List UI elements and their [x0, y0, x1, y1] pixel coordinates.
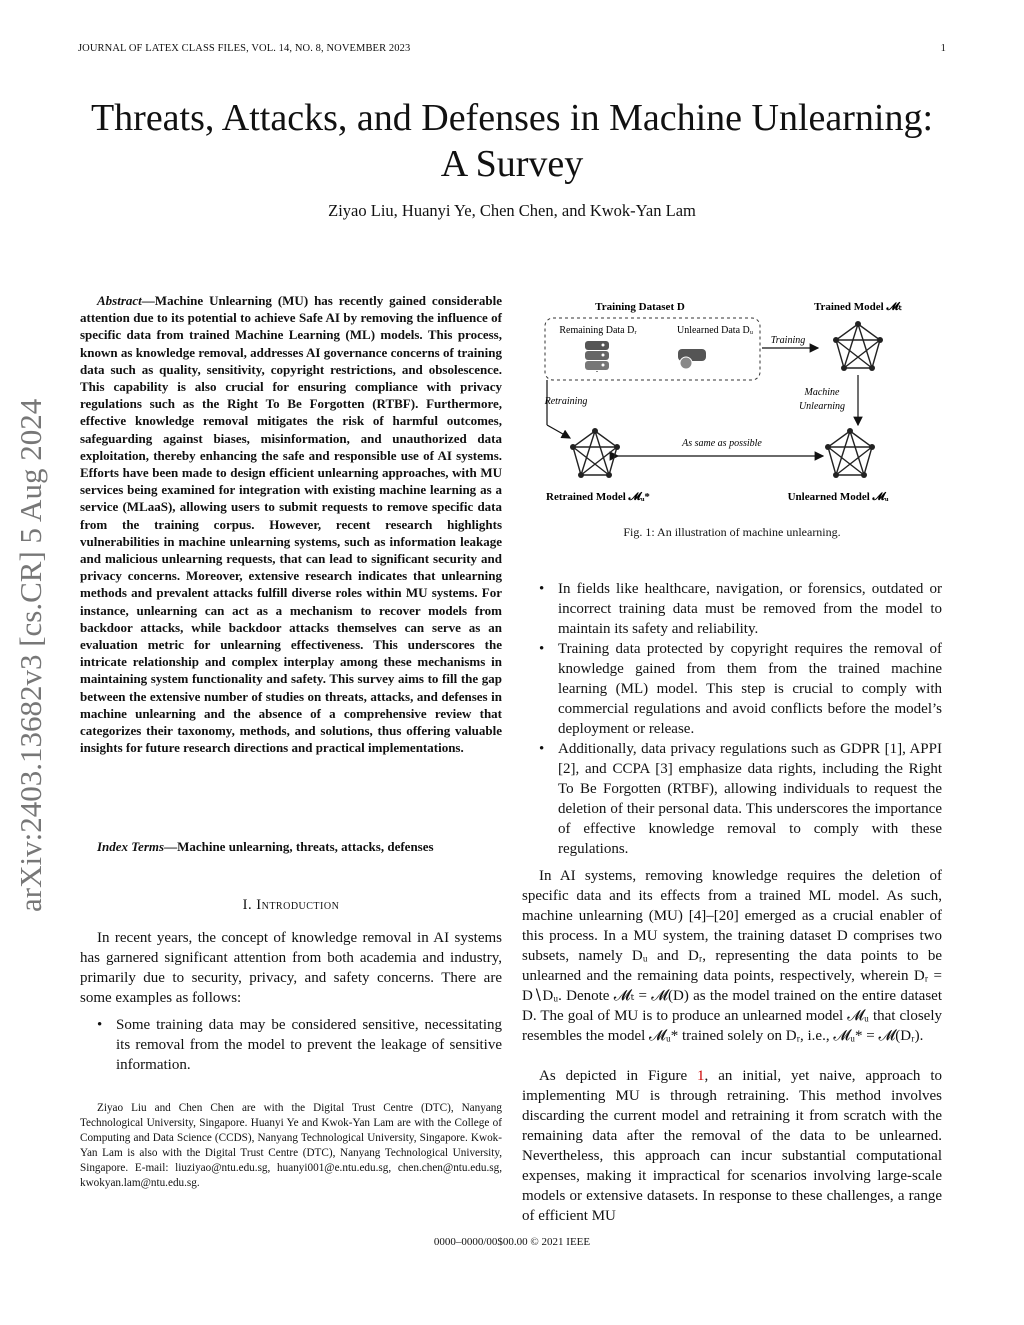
running-header [78, 43, 946, 57]
list-item: • Training data protected by copyright requires the removal of knowledge gained from them from the trained machine learning (ML) model. This step is crucial to comply with commercial regulations and avoid conflicts before the model’s deployment or release. [558, 639, 942, 739]
paper-title: Threats, Attacks, and Defenses in Machine Unlearning: A Survey [90, 97, 934, 185]
fig-trained-model-label: Trained Model 𝓜ₜ [813, 301, 903, 313]
index-terms-text: —Machine unlearning, threats, attacks, defenses [164, 839, 434, 854]
fig-retraining-label: Retraining [544, 396, 588, 407]
abstract [80, 292, 502, 756]
neural-network-icon [833, 321, 883, 371]
right-bullet-list [522, 579, 942, 859]
body-paragraph [522, 1066, 942, 1226]
arxiv-stamp: arXiv:2403.13682v3 [cs.CR] 5 Aug 2024 [13, 398, 48, 912]
journal-name: JOURNAL OF LATEX CLASS FILES, VOL. 14, NO. 8, NOVEMBER 2023 [78, 43, 411, 54]
fig-unlearned-model-label: Unlearned Model 𝓜ᵤ [787, 491, 889, 503]
index-terms [80, 838, 502, 855]
figure-caption: Fig. 1: An illustration of machine unlearning. [623, 525, 841, 539]
fig-training-dataset-label: Training Dataset D [595, 301, 685, 313]
intro-paragraph: In recent years, the concept of knowledge removal in AI systems has garnered significant attention from both academia and industry, primarily due to security, privacy, and safety concerns. There are some examples as follows: [80, 930, 502, 1006]
index-terms-lead: Index Terms [97, 839, 165, 854]
fig-machine-label: Machine [804, 387, 840, 398]
section-number: I. [242, 897, 253, 913]
fig-training-arrow-label: Training [770, 335, 806, 346]
list-item: • In fields like healthcare, navigation, or forensics, outdated or incorrect training data must be removed from the model to maintain its safety and reliability. [558, 579, 942, 639]
fig-remaining-data-label: Remaining Data Dᵣ [559, 325, 637, 336]
author-list: Ziyao Liu, Huanyi Ye, Chen Chen, and Kwok-Yan Lam [328, 201, 696, 220]
list-item: • Some training data may be considered sensitive, necessitating its removal from the model to prevent the leakage of sensitive information. [116, 1015, 502, 1075]
list-item: • Additionally, data privacy regulations such as GDPR [1], APPI [2], and CCPA [3] emphasize data rights, including the Right To Be Forgotten (RTBF), allowing individuals to request the deletion of their personal data. This underscores the importance of effective knowledge removal to comply with these regulations. [558, 739, 942, 859]
abstract-lead: Abstract [97, 293, 142, 308]
fig-unlearning-label: Unlearning [798, 401, 846, 412]
data-disk-icon [678, 349, 706, 369]
neural-network-icon [570, 428, 620, 478]
fig-as-same-label: As same as possible [682, 438, 762, 449]
figure-1 [540, 293, 940, 513]
abstract-text: —Machine Unlearning (MU) has recently gained considerable attention due to its potential to achieve Safe AI by removing the influence of specific data from trained Machine Learning (ML) models. This process, known as knowledge removal, addresses AI governance concerns of training data such as quality, sensitivity, copyright restrictions, and obsolescence. This capability is also crucial for ensuring compliance with privacy regulations such as the Right To Be Forgotten (RTBF). Furthermore, effective knowledge removal mitigates the risk of harmful outcomes, safeguarding against biases, misinformation, and unauthorized data exploitation, thereby enhancing the safe and responsible use of AI systems. Efforts have been made to design efficient unlearning approaches, with MU services being examined for integration with existing machine learning as a service (MLaaS), allowing users to submit requests to remove specific data from the training corpus. However, recent research highlights vulnerabilities in machine unlearning systems, such as information leakage and malicious unlearning requests, that can lead to significant security and privacy concerns. Moreover, extensive research indicates that unlearning methods and prevalent attacks fulfill diverse roles within MU systems. For instance, unlearning can act as a mechanism to recover models from backdoor attacks, while backdoor attacks themselves can serve as an evaluation metric for unlearning effectiveness. This underscores the intricate relationship and complex interplay among these mechanisms in maintaining system functionality and safety. This survey aims to fill the gap between the extensive number of studies on threats, attacks, and defenses in machine unlearning and the absence of a comprehensive review that categorizes their taxonomy, methods, and solutions, thus offering valuable insights for future research directions and practical implementations. [80, 293, 502, 756]
section-title: Introduction [256, 897, 340, 913]
database-icon [585, 341, 609, 370]
paragraph-text: , an initial, yet naive, approach to implementing MU is through retraining. This method involves discarding the current model and retraining it from scratch with the remaining data after the removal of the data to be unlearned. Nevertheless, this approach can incur substantial computational expenses, making it impractical for scenarios involving large-scale models or extensive datasets. In response to these challenges, a range of efficient MU [522, 1068, 942, 1224]
fig-unlearned-data-label: Unlearned Data Dᵤ [676, 325, 754, 336]
copyright-footer: 0000–0000/00$00.00 © 2021 IEEE [433, 1236, 591, 1248]
neural-network-icon [825, 428, 875, 478]
left-bullet-list [80, 1015, 502, 1075]
section-heading [80, 897, 502, 914]
fig-retrained-model-label: Retrained Model 𝓜ᵤ* [546, 491, 650, 503]
author-footnote: Ziyao Liu and Chen Chen are with the Digital Trust Centre (DTC), Nanyang Technological University, Singapore. Huanyi Ye and Kwok-Yan Lam are with the College of Computing and Data Science (CCDS), Nanyang Technological University, Singapore. Kwok-Yan Lam is also with the Digital Trust Centre (DTC), Nanyang Technological University, Singapore. E-mail: liuziyao@ntu.edu.sg, huanyi001@e.ntu.edu.sg, chen.chen@ntu.edu.sg, kwokyan.lam@ntu.edu.sg. [80, 1102, 502, 1189]
page-number: 1 [940, 43, 946, 54]
paragraph-text: As depicted in Figure [539, 1068, 698, 1084]
body-paragraph: In AI systems, removing knowledge requires the deletion of specific data and its effects from a trained ML model. As such, machine unlearning (MU) [4]–[20] emerged as a crucial enabler of this process. In a MU system, the training dataset D comprises two subsets, namely Dᵤ and Dᵣ, representing the data points to be unlearned and the remaining data points, respectively, wherein Dᵣ = D∖Dᵤ. Denote 𝓜ₜ = 𝓜(D) as the model trained on the entire dataset D. The goal of MU is to produce an unlearned model 𝓜ᵤ that closely resembles the model 𝓜ᵤ* trained solely on Dᵣ, i.e., 𝓜ᵤ* = 𝓜(Dᵣ). [522, 868, 942, 1044]
figure-reference-link[interactable]: 1 [697, 1068, 705, 1084]
